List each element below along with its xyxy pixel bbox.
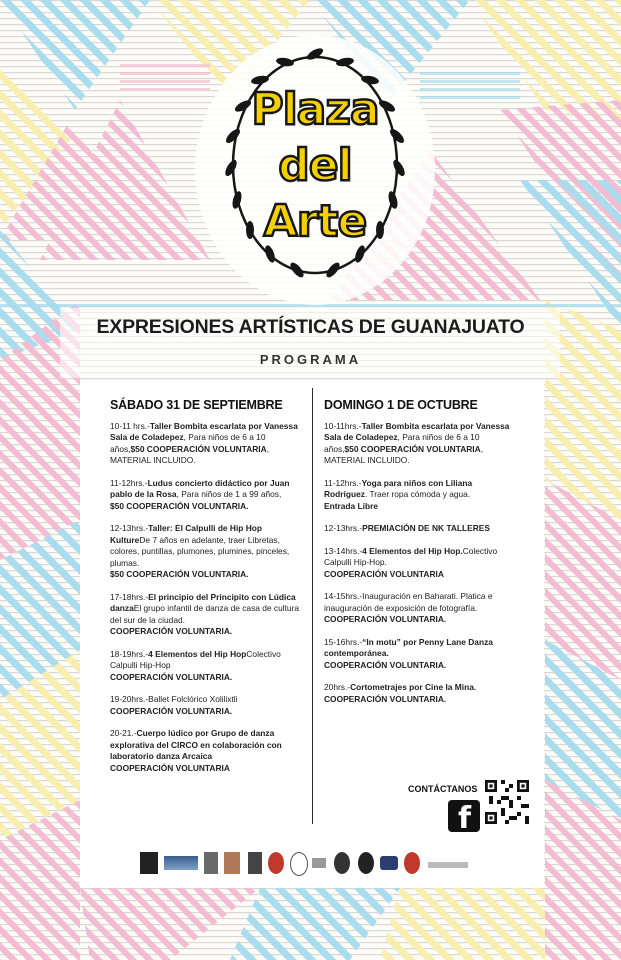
- event-time: 20-21.-: [110, 728, 137, 738]
- event-time: 19-20hrs.-: [110, 694, 149, 704]
- plaza-del-arte-logo: [215, 40, 415, 290]
- event-cooperation: $50 COOPERACIÓN VOLUNTARIA: [344, 443, 481, 454]
- event-item: [324, 546, 516, 581]
- sunday-title: DOMINGO 1 DE OCTUBRE: [324, 398, 478, 412]
- event-item: [324, 523, 516, 535]
- event-title: Yoga para niños con Liliana Rodríguez: [324, 477, 473, 499]
- event-cooperation: COOPERACIÓN VOLUNTARIA.: [324, 659, 447, 670]
- logo-line-1: Plaza: [251, 84, 379, 135]
- event-description: , Para niños de 6 a 10 años,: [110, 432, 266, 454]
- sponsor-logo-11: [380, 856, 398, 870]
- sponsor-logo-8: [312, 858, 326, 868]
- saturday-title: SÁBADO 31 DE SEPTIEMBRE: [110, 398, 283, 412]
- sponsor-logo-4: [224, 852, 240, 874]
- event-cooperation: COOPERACIÓN VOLUNTARIA.: [110, 671, 233, 682]
- event-title: PREMIACIÓN DE NK TALLERES: [362, 523, 490, 533]
- event-description: Inauguración en Baharati. Platica e inauguración de exposición de fotografía.: [324, 591, 493, 613]
- event-title: Ludus concierto didáctico por Juan pablo de la Rosa: [110, 477, 290, 499]
- event-cooperation: COOPERACIÓN VOLUNTARIA.: [110, 705, 233, 716]
- event-cooperation: COOPERACIÓN VOLUNTARIA: [324, 568, 444, 579]
- event-time: 17-18hrs.-: [110, 591, 149, 602]
- event-title: Taller Bombita escarlata por Vanessa Sala de Coladepez: [324, 420, 510, 442]
- sponsor-logo-6: [268, 852, 284, 874]
- logo-line-3: Arte: [263, 196, 367, 247]
- event-time: 12-13hrs.-: [324, 523, 363, 533]
- event-item: [110, 421, 302, 467]
- program-panel: [80, 380, 544, 888]
- event-description: , Para niños de 6 a 10 años,: [324, 432, 480, 454]
- event-title: Cuerpo lúdico por Grupo de danza explorativa del CIRCO en colaboración con laboratorio danza Arcaica: [110, 728, 282, 761]
- sponsor-logo-10: [358, 852, 374, 874]
- event-item: [110, 478, 302, 513]
- event-description: . Traer ropa cómoda y agua.: [364, 489, 471, 499]
- sponsor-logos: [140, 852, 486, 876]
- contact-label: CONTÁCTANOS: [408, 784, 478, 794]
- event-item: [324, 478, 516, 513]
- event-title: “In motu” por Penny Lane Danza contemporánea.: [324, 636, 493, 658]
- event-title: 4 Elementos del Hip Hop: [148, 648, 247, 659]
- sponsor-logo-12: [404, 852, 420, 874]
- event-cooperation: COOPERACIÓN VOLUNTARIA: [110, 762, 230, 773]
- event-cooperation: COOPERACIÓN VOLUNTARIA.: [324, 693, 447, 704]
- event-description: Colectivo Calpulli Hip-Hop: [110, 648, 281, 670]
- sponsor-logo-2: [164, 856, 198, 870]
- sponsor-logo-1: [140, 852, 158, 874]
- event-time: 14-15hrs.-: [324, 591, 363, 601]
- event-time: 13-14hrs.-: [324, 545, 363, 556]
- saturday-column: [110, 400, 302, 785]
- event-title: Taller Bombita escarlata por Vanessa Sala de Coladepez: [110, 420, 298, 442]
- event-cooperation: COOPERACIÓN VOLUNTARIA.: [110, 626, 233, 636]
- event-time: 11-12hrs.-: [324, 477, 362, 488]
- event-item: [110, 728, 302, 774]
- event-item: [110, 694, 302, 717]
- column-divider: [312, 388, 313, 824]
- event-title: 4 Elementos del Hip Hop.: [362, 545, 463, 556]
- page-title: EXPRESIONES ARTÍSTICAS DE GUANAJUATO: [96, 316, 525, 338]
- event-time: 20hrs.-: [324, 682, 351, 692]
- event-item: [110, 592, 302, 638]
- logo-line-2: del: [278, 140, 352, 191]
- sponsor-logo-7: [290, 852, 308, 876]
- event-description: Ballet Folclórico Xolilixtli: [148, 694, 238, 704]
- event-time: 10-11 hrs.-: [110, 420, 150, 431]
- sponsor-logo-13: [428, 862, 468, 868]
- facebook-icon[interactable]: f: [448, 800, 480, 832]
- event-time: 12-13hrs.-: [110, 523, 149, 533]
- event-time: 18-19hrs.-: [110, 648, 149, 659]
- event-title: Cortometrajes por Cine la Mina.: [350, 682, 477, 692]
- event-item: [110, 523, 302, 581]
- event-cooperation: $50 COOPERACIÓN VOLUNTARIA.: [110, 500, 249, 511]
- event-cooperation: Entrada Libre: [324, 500, 378, 511]
- sponsor-logo-9: [334, 852, 350, 874]
- event-cooperation: COOPERACIÓN VOLUNTARIA.: [324, 614, 447, 624]
- event-time: 15-16hrs.-: [324, 636, 363, 647]
- event-item: [324, 421, 516, 467]
- event-cooperation: $50 COOPERACIÓN VOLUNTARIA: [130, 443, 267, 454]
- event-title: Taller: El Calpulli de Hip Hop Kulture: [110, 523, 263, 545]
- event-extra: , MATERIAL INCLUIDO.: [110, 443, 270, 465]
- event-time: 10-11hrs.-: [324, 420, 362, 431]
- event-description: El grupo infantil de danza de casa de cultura del sur de la ciudad.: [110, 603, 300, 625]
- sponsor-logo-3: [204, 852, 218, 874]
- event-cooperation: $50 COOPERACIÓN VOLUNTARIA.: [110, 569, 249, 579]
- sponsor-logo-5: [248, 852, 262, 874]
- event-item: [110, 649, 302, 684]
- event-description: Colectivo Calpulli Hip-Hop.: [324, 545, 498, 567]
- qr-code-icon[interactable]: [485, 780, 529, 824]
- event-time: 11-12hrs.-: [110, 477, 148, 488]
- event-item: [324, 682, 516, 705]
- event-item: [324, 591, 516, 626]
- event-title: El principio del Principito con Lúdica danza: [110, 591, 296, 613]
- page-subtitle: PROGRAMA: [259, 352, 362, 367]
- logo-title: [215, 82, 415, 250]
- sunday-column: [324, 400, 516, 716]
- event-description: De 7 años en adelante, traer Libretas, colores, puntillas, plumones, plumines, pinceles, plumas.: [110, 534, 290, 568]
- event-item: [324, 637, 516, 672]
- event-extra: , MATERIAL INCLUIDO.: [324, 443, 484, 465]
- event-description: , Para niños de 1 a 99 años,: [176, 489, 282, 499]
